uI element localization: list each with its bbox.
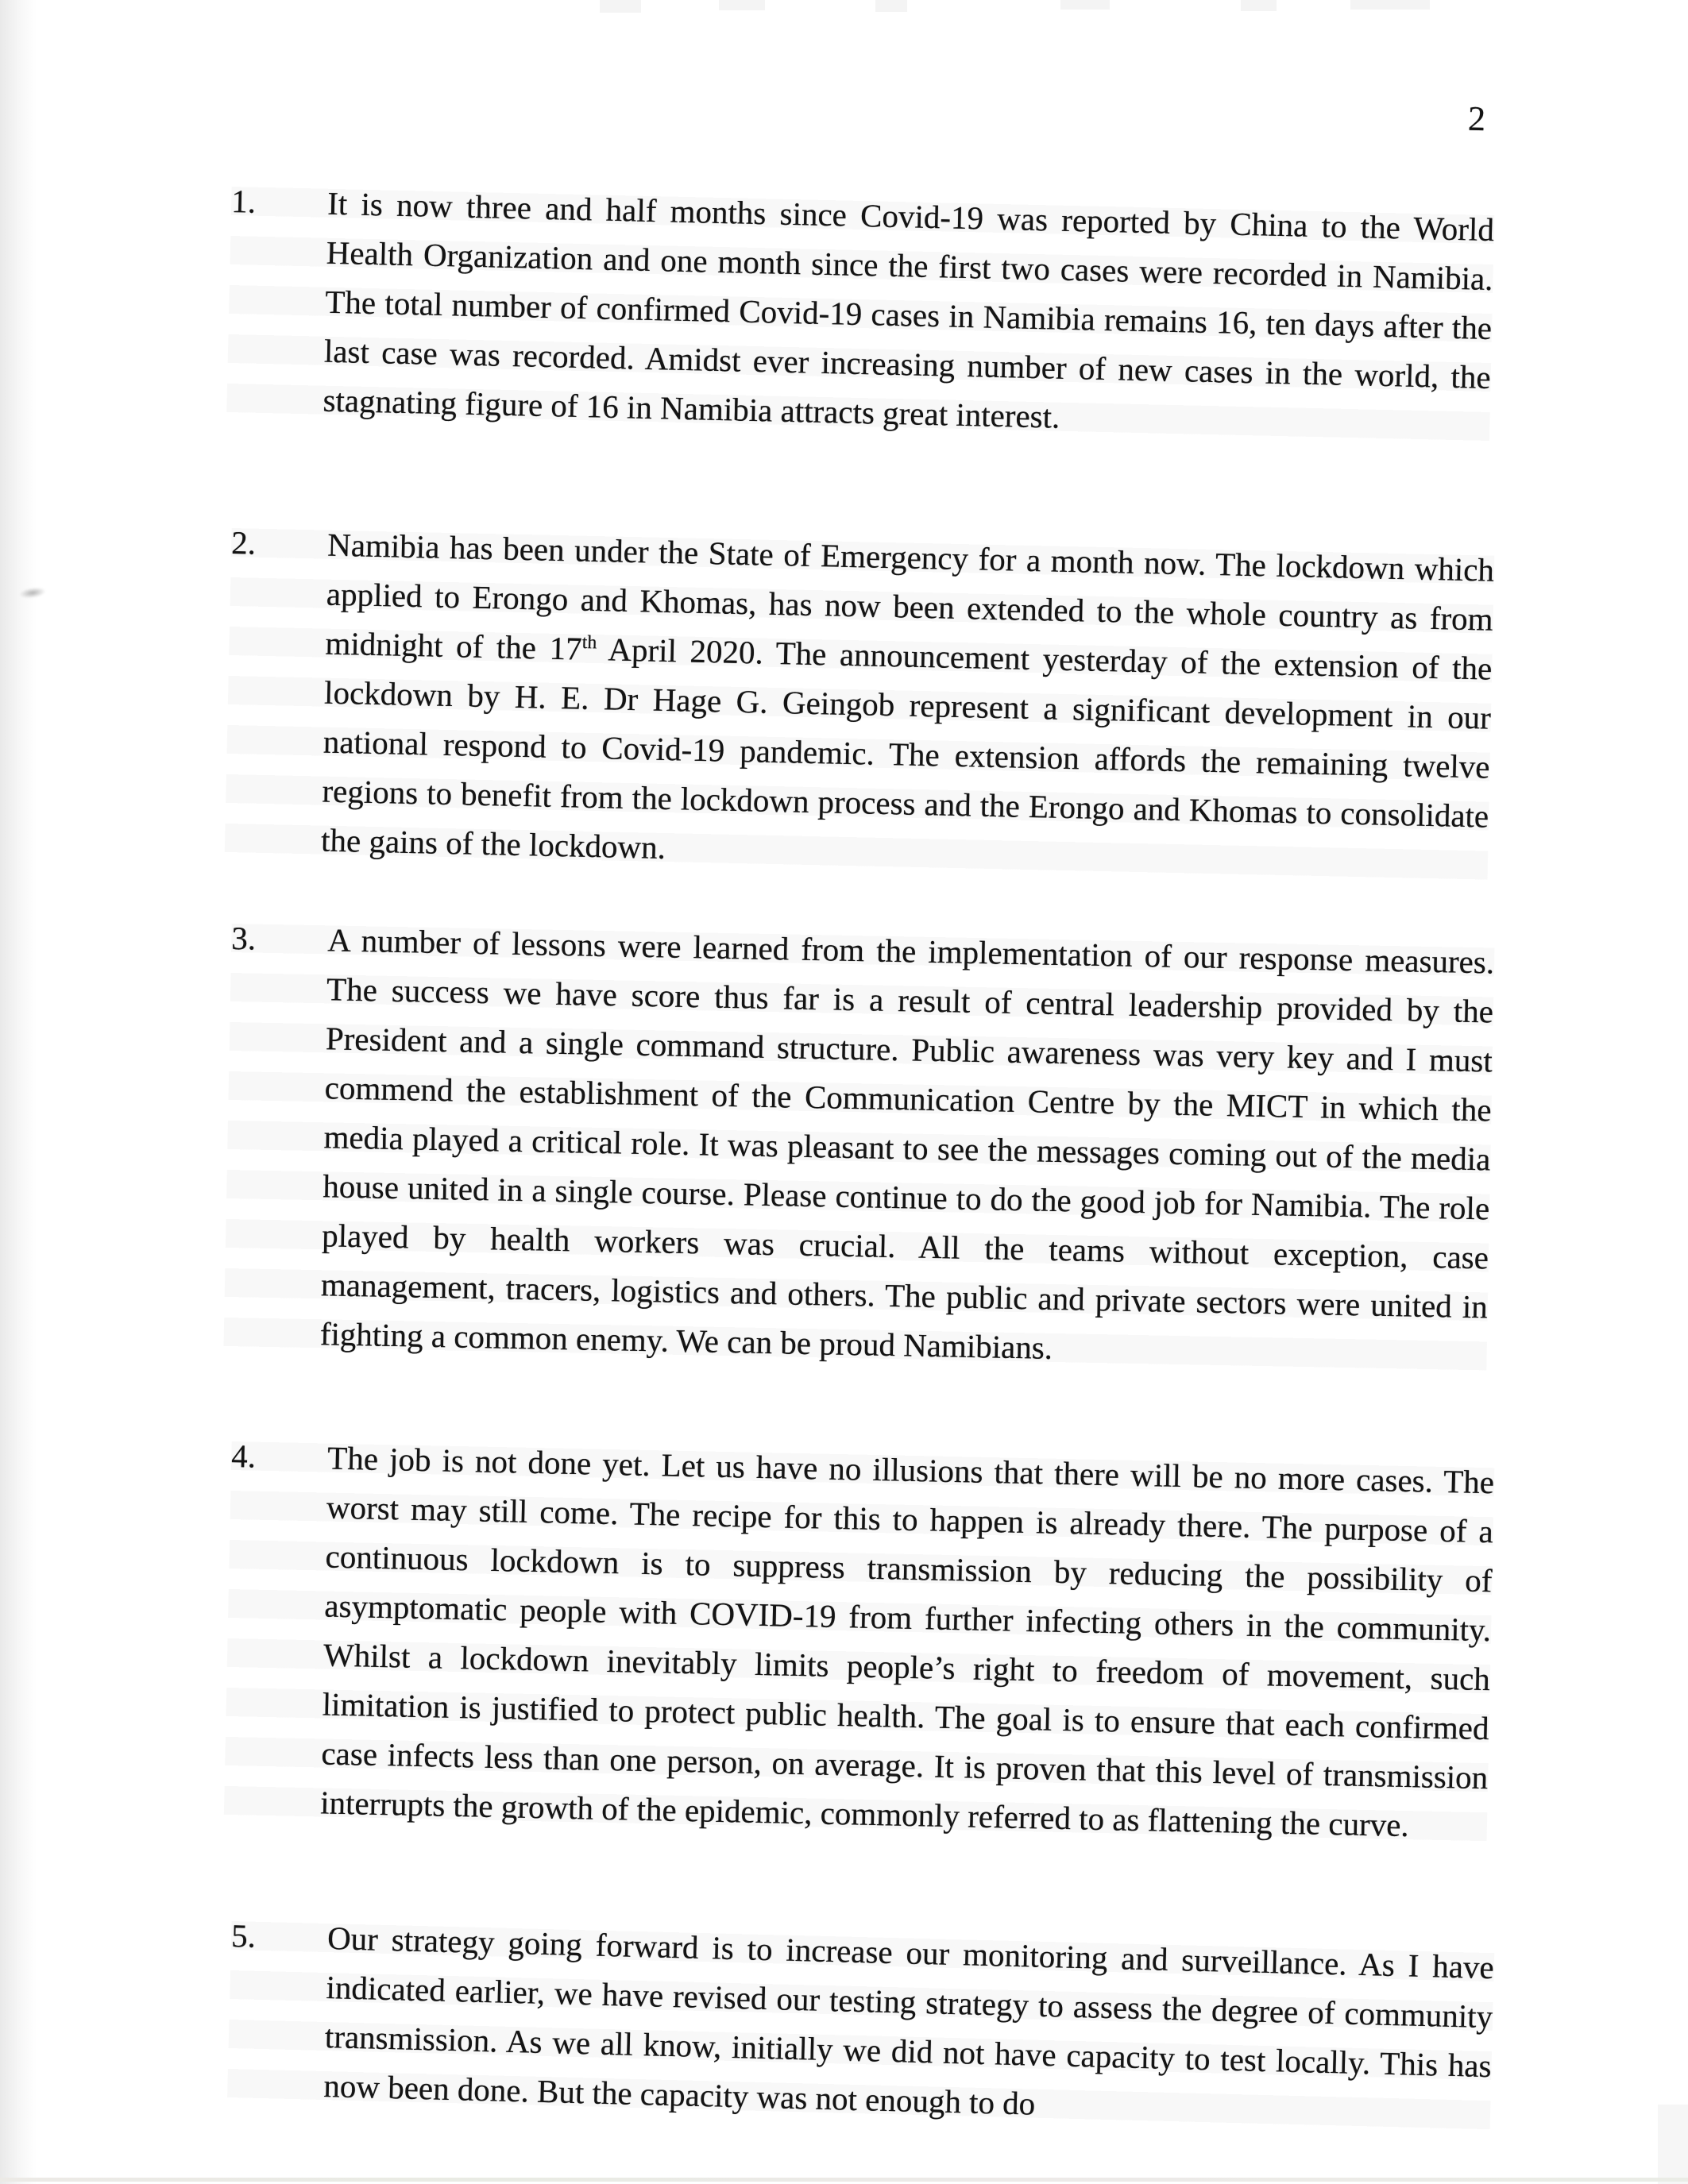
paragraph-3-text: A number of lessons were learned from the implementation of our response measures. The success we have score thus far is a result of central leadership provided by the President and a single command structure. Public awareness was very key and I must commend the establishment of the Communication Centre by the MICT in which the media played a critical role. It was pleasant to see the messages coming out of the media house united in a single course. Please continue to do the good job for Namibia. The role played by health workers was crucial. All the teams without exception, case management, tracers, logistics and others. The public and private sectors were united in fighting a common enemy. We can be proud Namibians. — [319, 921, 1495, 1366]
paragraph-1 — [226, 176, 1495, 451]
scan-edge-shadow-right — [1658, 2105, 1688, 2184]
paragraph-1-number: 1. — [230, 182, 257, 220]
paragraph-4-number: 4. — [230, 1437, 257, 1475]
paragraph-5 — [227, 1911, 1495, 2140]
scan-edge-line-bottom — [0, 2178, 1688, 2182]
paragraph-2-text: Namibia has been under the State of Emergency for a month now. The lockdown which applied to Erongo and Khomas, has now been extended to the whole country as from midnight of the 17th April 2020. The announcement yesterday of the extension of the lockdown by H. E. Dr Hage G. Geingob represent a significant development in our national respond to Covid-19 pandemic. The extension affords the remaining twelve regions to benefit from the lockdown process and the Erongo and Khomas to consolidate the gains of the lockdown. — [320, 526, 1495, 866]
paragraph-1-text: It is now three and half months since Covid-19 was reported by China to the World Health Organization and one month since the first two cases were recorded in Namibia. The total number of confirmed Covid-19 cases in Namibia remains 16, ten days after the last case was recorded. Amidst ever increasing number of new cases in the world, the stagnating figure of 16 in Namibia attracts great interest. — [323, 184, 1495, 435]
paragraph-4 — [224, 1431, 1495, 1851]
scan-smudges-top — [0, 0, 1688, 16]
paragraph-2-number: 2. — [230, 523, 257, 561]
paragraph-4-text: The job is not done yet. Let us have no illusions that there will be no more cases. The worst may still come. The recipe for this to happen is already there. The purpose of a continuous lockdown is to suppress transmission by reducing the possibility of asymptomatic people with COVID-19 from further infecting others in the community. Whilst a lockdown inevitably limits people’s right to freedom of movement, such limitation is justified to protect public health. The goal is to ensure that each confirmed case infects less than one person, on average. It is proven that this level of transmission interrupts the growth of the epidemic, commonly referred to as flattening the curve. — [319, 1439, 1495, 1844]
paragraph-5-text: Our strategy going forward is to increase our monitoring and surveillance. As I have indicated earlier, we have revised our testing strategy to assess the degree of community transmission. As we all know, initially we did not have capacity to test locally. This has now been done. But the capacity was not enough to do — [323, 1920, 1495, 2122]
page-number: 2 — [1467, 98, 1486, 139]
paragraph-3 — [223, 913, 1494, 1380]
scan-edge-shadow-left — [0, 0, 37, 2184]
paragraph-5-number: 5. — [230, 1916, 257, 1954]
paragraph-2 — [225, 518, 1495, 890]
paragraph-3-number: 3. — [230, 919, 257, 957]
